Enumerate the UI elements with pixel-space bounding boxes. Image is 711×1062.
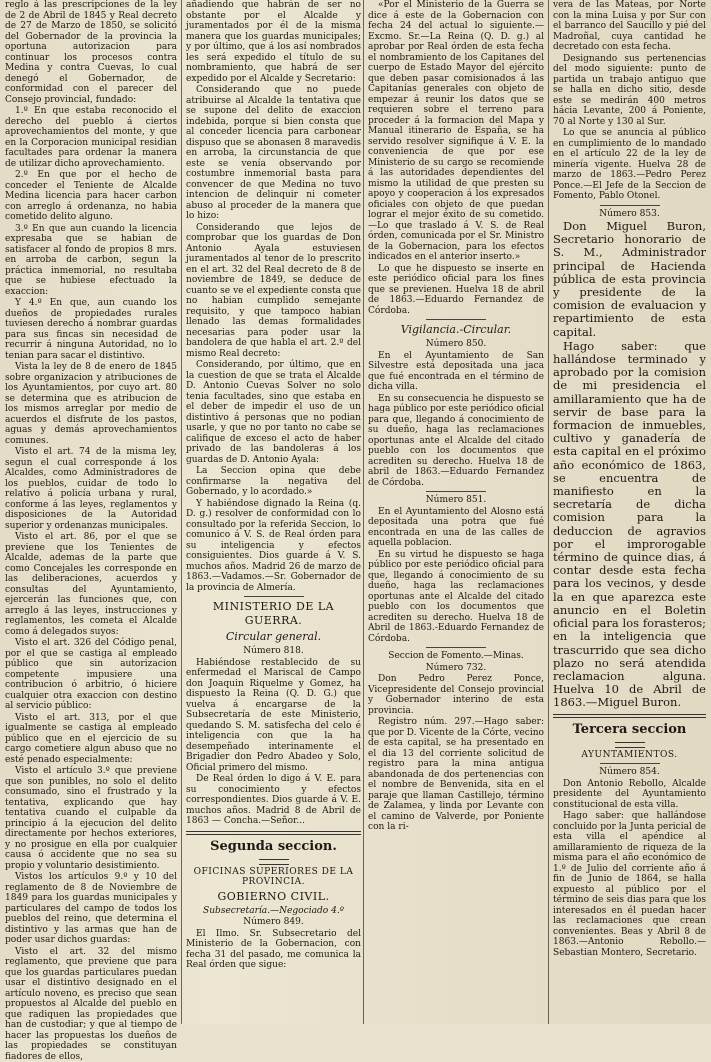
paragraph: Visto el art. 86, por el que se previene que los Tenientes de Alcalde, ademas de la parte que como Concejales les corresponde en las deliberaciones, acuerdos y consultas del Ayuntamiento, ejercerán las funciones que, con arreglo á las leyes, instrucciones y reglamentos, les cometa el Alcalde como á delegados suyos: [5,532,177,637]
paragraph: Y habiéndose dignado la Reina (q. D. g.) resolver de conformidad con lo consultado por la referida Seccion, lo comunico á V. S. de Real órden para su inteligencia y efectos consiguientes. Dios guarde á V. S. muchos años. Madrid 26 de marzo de 1863.—Vadamos.—Sr. Gobernador de la provincia de Almería. [186,499,361,594]
paragraph: El Ilmo. Sr. Subsecretario del Ministerio de la Gobernacion, con fecha 31 del pasado, me comunica la Real órden que sigue: [186,929,361,971]
paragraph: Habiéndose restablecido de su enfermedad el Mariscal de Campo don Joaquin Riquelme y Gomez, ha dispuesto la Reina (Q. D. G.) que vuelva á encargarse de la Subsecretaría de este Ministerio, quedando S. M. satisfecha del celo é inteligencia con que la ha desempeñado interinamente el Brigadier don Pedro Abadeo y Solo, Oficial primero del mismo. [186,658,361,774]
item-number: Número 851. [368,495,544,506]
paragraph: vera de las Mateas, por Norte con la mina Luisa y por Sur con el barranco del Saucillo y pié del Madroñal, cuya cantidad he decretado con esta fecha. [553,0,706,53]
paragraph: 1.º En que estaba reconocido el derecho del pueblo á ciertos aprovechamientos del monte, y que en la Corporacion municipal residian facultades para ordenar la manera de utilizar dicho aprovechamiento. [5,106,177,169]
column-4 [553,0,706,1024]
separator [426,319,486,320]
column-rule [181,0,182,1024]
separator [600,763,660,764]
separator [600,205,660,206]
paragraph: Hago saber: que hallándose terminado y aprobado por la comision de mi presidencia el amillaramiento que ha de servir de base para la formacion de inmuebles, cultivo y ganadería de esta capital en el próximo año económico de 1863, se encuentra de manifiesto en la secretaría de dicha comision para la deduccion de agravios por el improrogable término de quince dias, á contar desde esta fecha para los vecinos, y desde la en que aparezca este anuncio en el Boletin oficial para los forasteros; en la inteligencia que trascurrido que sea dicho plazo no será atendida reclamacion alguna. Huelva 10 de Abril de 1863.—Miguel Buron. [553,340,706,710]
paragraph: Lo que se anuncia al público en cumplimiento de lo mandado en el artículo 22 de la ley de minería vigente. Huelva 28 de marzo de 1863.—Pedro Perez Ponce.—El Jefe de la Seccion de Fomento, Pablo Otonel. [553,128,706,202]
section-title: Segunda seccion. [186,839,361,855]
item-number: Número 854. [553,767,706,778]
section-heading: OFICINAS SUPERIORES DE LA PROVINCIA. [186,867,361,888]
paragraph: «Por el Ministerio de la Guerra se dice á este de la Gobernacion con fecha 24 del actual lo siguiente.—Excmo. Sr.—La Reina (Q. D. g.) al aprobar por Real órden de esta fecha el nombramiento de los Capitanes del cuerpo de Estado Mayor del ejército que deben pasar comisionados á las Capitanías generales con objeto de empezar á reunir los datos que se requieren sobre el terreno para proceder á la formacion del Mapa y Manual itinerario de España, se ha servido resolver signifique á V. E. la conveniencia de que por ese Ministerio de su cargo se recomiende á las autoridades dependientes del mismo la utilidad de que presten su apoyo y cooperacion á los expresados oficiales con objeto de que puedan lograr el mejor éxito de su cometido.—Lo que traslado á V. S. de Real órden, comunicada por el Sr. Ministro de la Gobernacion, para los efectos indicados en el anterior inserto.» [368,0,544,263]
paragraph: Y 4.º En que, aun cuando los dueños de propiedades rurales tuviesen derecho á nombrar guardas para sus fincas sin necesidad de recurrir á ninguna Autoridad, no lo tenian para sacar el distintivo. [5,298,177,361]
section-heading: AYUNTAMIENTOS. [553,750,706,761]
subheading: Subsecretaría.—Negociado 4.º [186,906,361,917]
paragraph: En el Ayuntamiento de San Silvestre está depositada una jaca que fué encontrada en el término de dicha villa. [368,351,544,393]
subheading: Seccion de Fomento.—Minas. [368,651,544,662]
paragraph: reglo á las prescripciones de la ley de 2 de Abril de 1845 y Real decreto de 27 de Marzo de 1850, se solicitó del Gobernador de la provincia la oportuna autorizacion para continuar los procesos contra Medina y contra Cuevas, lo cual denegó el Gobernador, de conformidad con el parecer del Consejo provincial, fundado: [5,0,177,105]
paragraph: Don Antonio Rebollo, Alcalde presidente del Ayuntamiento constitucional de esta villa. [553,779,706,811]
separator [615,742,645,748]
item-number: Número 849. [186,917,361,928]
paragraph: En su virtud he dispuesto se haga público por este periódico oficial para que, llegando á conocimiento de su dueño, haga las reclamaciones oportunas ante el Alcalde del citado pueblo con los documentos que acrediten su derecho. Huelva 18 de Abril de 1863.-Eduardo Fernandez de Córdoba. [368,550,544,645]
separator [553,714,706,718]
paragraph: De Real órden lo digo á V. E. para su conocimiento y efectos correspondientes. Dios guarde á V. E. muchos años. Madrid 8 de Abril de 1863 — Concha.—Señor... [186,774,361,827]
paragraph: Vista la ley de 8 de enero de 1845 sobre organizacion y atribuciones de los Ayuntamientos, por cuyo art. 80 se determina que es atribucion de los mismos arreglar por medio de acuerdos el disfrute de los pastos, aguas y demás aprovechamientos comunes. [5,362,177,446]
column-rule [548,0,549,1024]
separator [426,647,486,648]
paragraph: Considerando que no puede atribuirse al Alcalde la tentativa que se supone del delito de exaccion indebida, porque si bien consta que al conceder licencia para carbonear dispuso que se abonasen 8 maravedis en arroba, la circunstancia de que este se venía observando por costumbre inmemorial basta para convencer de que Medina no tuvo intencion de delinquir ni cometer abuso al proceder de la manera que lo hizo: [186,85,361,222]
section-title: Tercera seccion [553,722,706,738]
paragraph: Considerando que lejos de comprobar que los guardas de Don Antonio Ayala estuviesen juramentados al tenor de lo prescrito en el art. 32 del Real decreto de 8 de noviembre de 1849, se deduce de cuanto se ve el expediente consta que no habian cumplido semejante requisito, y que tampoco habian llenado las demas formalidades necesarias para poder usar la bandolera de que habla el art. 2.º del mismo Real decreto: [186,223,361,360]
paragraph: añadiendo que habrán de ser no obstante por el Alcalde y juramentados por él de la misma manera que los guardas municipales; y por último, que á los así nombrados les será expedido el título de su nombramiento, que habrá de ser expedido por el Alcalde y Secretario: [186,0,361,84]
column-2 [186,0,361,1024]
item-number: Número 732. [368,663,544,674]
paragraph: Visto el artículo 3.º que previene que son punibles, no solo el delito consumado, sino el frustrado y la tentativa, explicando que hay tentativa cuando el culpable da principio á la ejecucion del delito directamente por hechos exteriores, y no prosigue en ella por cualquier causa ó accidente que no sea su propio y voluntario desistimiento. [5,766,177,871]
item-number: Número 853. [553,209,706,220]
paragraph: Don Pedro Perez Ponce, Vicepresidente del Consejo provincial y Gobernador interino de esta provincia. [368,674,544,716]
paragraph: Visto el art. 74 de la misma ley, segun el cual corresponde á los Alcaldes, como Administradores de los pueblos, cuidar de todo lo relativo á policía urbana y rural, conforme á las leyes, reglamentos y disposiciones de la Autoridad superior y ordenanzas municipales. [5,447,177,531]
section-heading: GOBIERNO CIVIL. [186,890,361,904]
paragraph: Visto el art. 32 del mismo reglamento, que previene que para que los guardas particulares puedan usar el distintivo designado en el artículo noveno, es preciso que sean propuestos al Alcalde del pueblo en que radiquen las propiedades que han de custodiar; y que al tiempo de hacer las propuestas los dueños de las propiedades se constituyan fiadores de ellos, [5,947,177,1062]
paragraph: La Seccion opina que debe confirmarse la negativa del Gobernado, y lo acordado.» [186,466,361,498]
section-heading: MINISTERIO DE LA GUERRA. [186,600,361,628]
paragraph: Considerando, por último, que en la cuestion de que se trata el Alcalde D. Antonio Cuevas Solver no solo tenia facultades, sino que estaba en el deber de impedir el uso de un distintivo á personas que no podian usarle, y que no por tanto no cabe se califique de exceso el acto de haber privado de las bandoleras á los guardas de D. Antonio Ayala: [186,360,361,465]
paragraph: Don Miguel Buron, Secretario honorario de S. M., Administrador principal de Hacienda pública de esta provincia y presidente de la comision de evaluacion y repartimiento de esta capital. [553,220,706,339]
subheading: Vigilancia.-Circular. [368,323,544,337]
paragraph: En su consecuencia he dispuesto se haga público por este periódico oficial para que, llegando á conocimiento de su dueño, haga las reclamaciones oportunas ante el Alcalde del citado pueblo con los documentos que acrediten su derecho. Huelva 18 de abril de 1863.—Eduardo Fernandez de Córdoba. [368,394,544,489]
paragraph: 2.º En que por el hecho de conceder el Teniente de Alcalde Medina licencia para hacer carbon con arreglo á ordenanza, no habia cometido delito alguno. [5,170,177,223]
paragraph: 3.º En que aun cuando la licencia expresaba que se habian de satisfacer al fondo de propios 8 mrs. en arroba de carbon, segun la práctica inmemorial, no resultaba que se hubiese efectuado la exaccion: [5,224,177,298]
paragraph: Hago saber: que hallándose concluido por la Junta pericial de esta villa el apéndice al amillaramiento de riqueza de la misma para el año económico de 1.º de Julio del corriente año á fin de Junio de 1864, se halla expuesto al público por el término de seis dias para que los interesados en él puedan hacer las reclamaciones que crean convenientes. Beas y Abril 8 de 1863.—Antonio Rebollo.—Sebastian Montero, Secretario. [553,811,706,958]
paragraph: En el Ayuntamiento del Alosno está depositada una potra que fué encontrada en una de las calles de aquella poblacion. [368,507,544,549]
paragraph: Lo que he dispuesto se inserte en este periódico oficial para los fines que se previenen. Huelva 18 de abril de 1863.—Eduardo Fernandez de Córdoba. [368,264,544,317]
paragraph: Designando sus pertenencias del modo siguiente: punto de partida un trabajo antiguo que se halla en dicho sitio, desde este se medirán 400 metros hácia Levante, 200 á Poniente, 70 al Norte y 130 al Sur. [553,54,706,128]
subheading: Circular general. [186,630,361,644]
item-number: Número 818. [186,646,361,657]
paragraph: Vistos los artículos 9.º y 10 del reglamento de 8 de Noviembre de 1849 para los guardas municipales y particulares del campo de todos los pueblos del reino, que determina el distintivo y las armas que han de poder usar dichos guardas: [5,872,177,946]
paragraph: Registro núm. 297.—Hago saber: que por D. Vicente de la Córte, vecino de esta capital, se ha presentado en el dia 13 del corriente solicitud de registro para la mina antigua abandonada de dos pertenencias con el nombre de Benvenida, sita en el paraje que llaman Castillejo, término de Zalamea, y linda por Levante con el camino de Valverde, por Poniente con la ri- [368,717,544,833]
separator [259,859,289,865]
separator [426,491,486,492]
column-rule [363,0,364,1024]
separator [244,596,304,597]
column-3 [368,0,544,1024]
column-1 [5,0,177,1024]
separator [186,831,361,835]
paragraph: Visto el art. 313, por el que igualmente se castiga al empleado público que en el ejercicio de su cargo cometiere algun abuso que no esté penado especialmente: [5,713,177,766]
paragraph: Visto el art. 326 del Código penal, por el que se castiga al empleado público que sin autorizacion competente impusiere una contribucion ó arbitrio, ó hiciere cualquier otra exaccion con destino al servicio público: [5,638,177,712]
item-number: Número 850. [368,339,544,350]
